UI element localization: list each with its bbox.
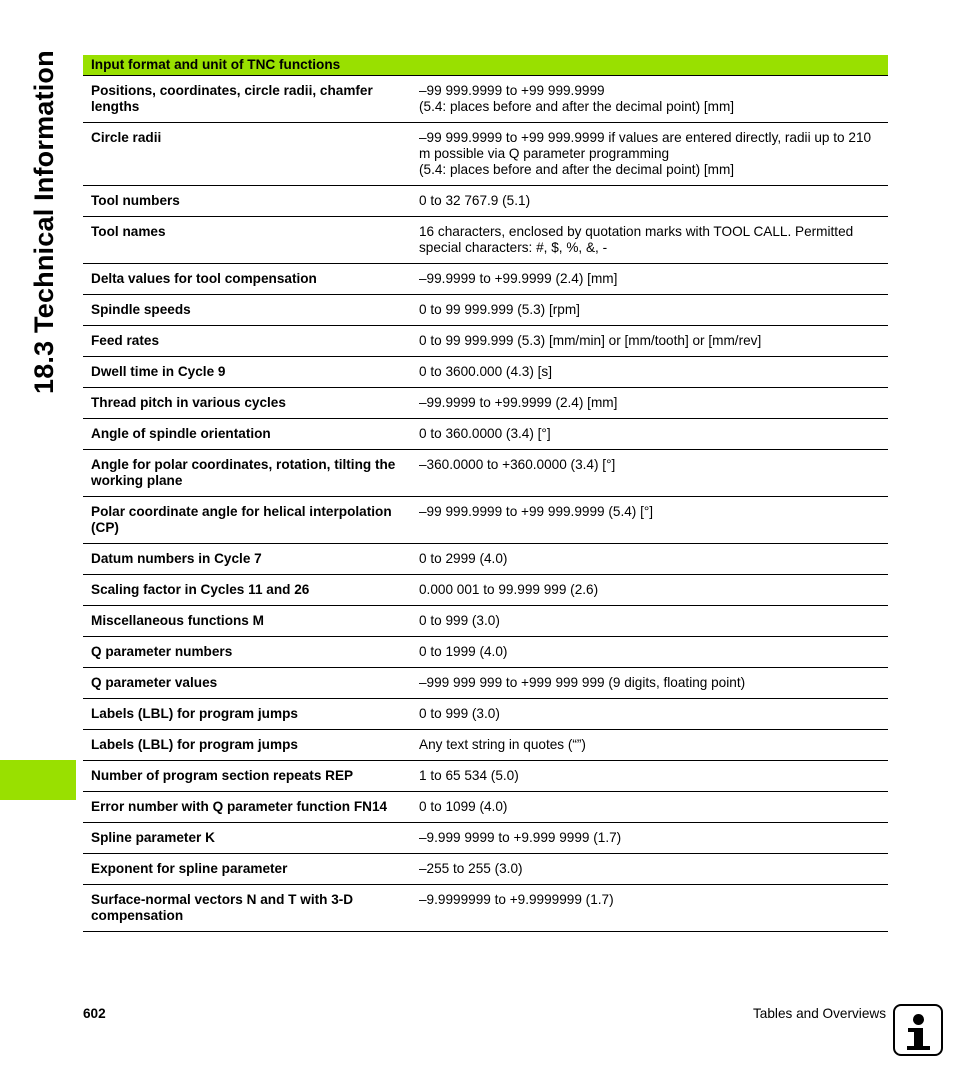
row-value: Any text string in quotes (“”) [411, 730, 888, 761]
table-row [83, 450, 888, 497]
row-label: Spline parameter K [83, 823, 411, 854]
row-value: –99 999.9999 to +99 999.9999 (5.4) [°] [411, 497, 888, 544]
row-label: Q parameter numbers [83, 637, 411, 668]
row-value: 0 to 99 999.999 (5.3) [mm/min] or [mm/tooth] or [mm/rev] [411, 326, 888, 357]
row-value: 0 to 1099 (4.0) [411, 792, 888, 823]
row-label: Labels (LBL) for program jumps [83, 730, 411, 761]
table-row [83, 419, 888, 450]
row-value: –999 999 999 to +999 999 999 (9 digits, floating point) [411, 668, 888, 699]
table-row [83, 544, 888, 575]
row-label: Positions, coordinates, circle radii, chamfer lengths [83, 76, 411, 123]
row-value: 16 characters, enclosed by quotation marks with TOOL CALL. Permitted special characters: #, $, %, &, - [411, 217, 888, 264]
row-label: Dwell time in Cycle 9 [83, 357, 411, 388]
table-row [83, 123, 888, 186]
chapter-side-title: 18.3 Technical Information [29, 50, 59, 394]
row-value: –99 999.9999 to +99 999.9999 if values are entered directly, radii up to 210 m possible via Q parameter programming (5.4: places before and after the decimal point) [mm] [411, 123, 888, 186]
table-row [83, 637, 888, 668]
row-value: –9.9999999 to +9.9999999 (1.7) [411, 885, 888, 932]
row-value: –360.0000 to +360.0000 (3.4) [°] [411, 450, 888, 497]
row-value: 1 to 65 534 (5.0) [411, 761, 888, 792]
row-value: –99 999.9999 to +99 999.9999 (5.4: places before and after the decimal point) [mm] [411, 76, 888, 123]
info-icon [893, 1004, 943, 1056]
row-value: 0 to 32 767.9 (5.1) [411, 186, 888, 217]
table-row [83, 823, 888, 854]
row-label: Angle of spindle orientation [83, 419, 411, 450]
row-label: Feed rates [83, 326, 411, 357]
row-value: –255 to 255 (3.0) [411, 854, 888, 885]
row-value: 0 to 99 999.999 (5.3) [rpm] [411, 295, 888, 326]
chapter-tab-marker [0, 760, 76, 800]
row-value: –99.9999 to +99.9999 (2.4) [mm] [411, 388, 888, 419]
table-header-row [83, 55, 888, 76]
row-label: Tool names [83, 217, 411, 264]
row-label: Q parameter values [83, 668, 411, 699]
info-icon-dot [913, 1014, 924, 1025]
row-value: 0 to 999 (3.0) [411, 699, 888, 730]
input-format-table [83, 55, 888, 932]
row-label: Angle for polar coordinates, rotation, tilting the working plane [83, 450, 411, 497]
table-row [83, 699, 888, 730]
table-row [83, 854, 888, 885]
row-label: Spindle speeds [83, 295, 411, 326]
table-row [83, 885, 888, 932]
table-row [83, 326, 888, 357]
row-value: 0 to 1999 (4.0) [411, 637, 888, 668]
row-value: –9.999 9999 to +9.999 9999 (1.7) [411, 823, 888, 854]
row-label: Circle radii [83, 123, 411, 186]
table-row [83, 76, 888, 123]
row-label: Miscellaneous functions M [83, 606, 411, 637]
table-row [83, 606, 888, 637]
row-value: 0 to 3600.000 (4.3) [s] [411, 357, 888, 388]
row-label: Labels (LBL) for program jumps [83, 699, 411, 730]
row-value: –99.9999 to +99.9999 (2.4) [mm] [411, 264, 888, 295]
row-label: Delta values for tool compensation [83, 264, 411, 295]
table-row [83, 357, 888, 388]
table-row [83, 264, 888, 295]
table-row [83, 186, 888, 217]
row-value: 0 to 999 (3.0) [411, 606, 888, 637]
row-label: Surface-normal vectors N and T with 3-D compensation [83, 885, 411, 932]
info-icon-base [907, 1046, 930, 1050]
table-row [83, 761, 888, 792]
row-label: Polar coordinate angle for helical interpolation (CP) [83, 497, 411, 544]
row-value: 0 to 2999 (4.0) [411, 544, 888, 575]
row-label: Error number with Q parameter function FN14 [83, 792, 411, 823]
table-header: Input format and unit of TNC functions [83, 55, 888, 76]
table-row [83, 792, 888, 823]
row-label: Thread pitch in various cycles [83, 388, 411, 419]
table-row [83, 217, 888, 264]
table-row [83, 575, 888, 606]
page-number: 602 [83, 1006, 106, 1021]
row-label: Tool numbers [83, 186, 411, 217]
row-value: 0 to 360.0000 (3.4) [°] [411, 419, 888, 450]
table-body [83, 76, 888, 932]
table-row [83, 295, 888, 326]
row-label: Number of program section repeats REP [83, 761, 411, 792]
table-row [83, 668, 888, 699]
row-label: Exponent for spline parameter [83, 854, 411, 885]
table-row [83, 388, 888, 419]
table-row [83, 730, 888, 761]
row-label: Scaling factor in Cycles 11 and 26 [83, 575, 411, 606]
row-value: 0.000 001 to 99.999 999 (2.6) [411, 575, 888, 606]
footer-section-title: Tables and Overviews [753, 1006, 886, 1021]
table-row [83, 497, 888, 544]
row-label: Datum numbers in Cycle 7 [83, 544, 411, 575]
